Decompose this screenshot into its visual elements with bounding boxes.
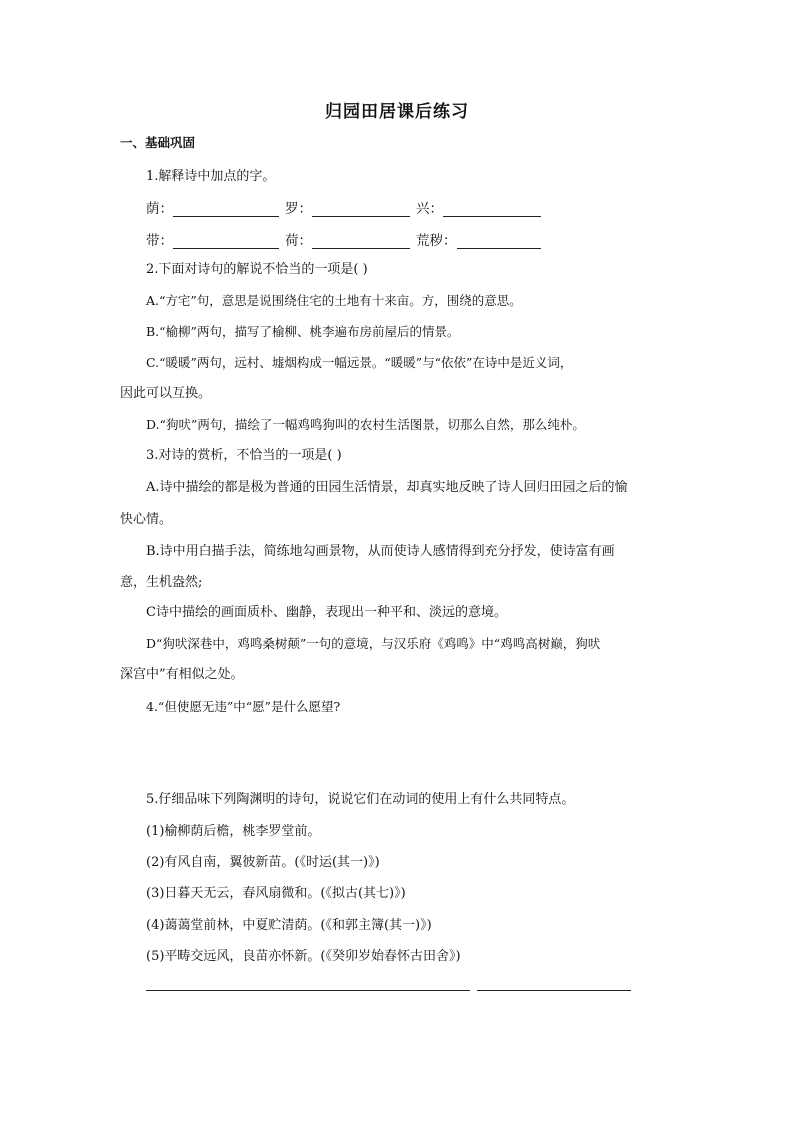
q5-item-3: (3)日暮天无云，春风扇微和。(《拟古(其七)》) [146, 886, 406, 901]
fill-label-luo: 罗： [285, 201, 312, 217]
fill-blank-yin[interactable] [173, 202, 279, 217]
q3-option-c: C诗中描绘的画面质朴、幽静，表现出一种平和、淡远的意境。 [146, 605, 507, 620]
q5-item-2: (2)有风自南，翼彼新苗。(《时运(其一)》) [146, 855, 380, 870]
question-5: 5.仔细品味下列陶渊明的诗句，说说它们在动词的使用上有什么共同特点。 [146, 792, 575, 807]
answer-line-1[interactable] [146, 990, 470, 991]
section-heading: 一、基础巩固 [120, 135, 196, 150]
q2-option-c: C.“暖暖”两句，远村、墟烟构成一幅远景。“暖暖”与“依依”在诗中是近义词， [146, 355, 573, 370]
fill-label-dai: 带： [146, 233, 173, 249]
q5-item-1: (1)榆柳荫后檐，桃李罗堂前。 [146, 824, 321, 839]
q3-option-a-cont: 快心情。 [120, 512, 173, 527]
fill-blank-he[interactable] [312, 234, 410, 249]
q3-option-d: D“狗吠深巷中，鸡鸣桑树颠”一句的意境，与汉乐府《鸡鸣》中“鸡鸣高树巅，狗吠 [146, 636, 601, 651]
fill-blank-huanghui[interactable] [457, 234, 541, 249]
fill-label-yin: 荫： [146, 201, 173, 217]
q3-option-b: B.诗中用白描手法，简练地勾画景物，从而使诗人感情得到充分抒发，使诗富有画 [146, 544, 615, 559]
fill-row-1 [146, 197, 541, 217]
page-title: 归园田居课后练习 [325, 102, 469, 122]
q5-item-4: (4)蔼蔼堂前林，中夏贮清荫。(《和郭主簿(其一)》) [146, 918, 432, 933]
fill-label-xing: 兴： [416, 201, 443, 217]
q3-option-a: A.诗中描绘的都是极为普通的田园生活情景，却真实地反映了诗人回归田园之后的愉 [146, 480, 628, 495]
question-3: 3.对诗的赏析，不恰当的一项是( ) [146, 448, 342, 463]
q2-option-d: D.“狗吠”两句，描绘了一幅鸡鸣狗叫的农村生活图景，切那么自然，那么纯朴。 [146, 417, 585, 432]
answer-line-2[interactable] [477, 990, 631, 991]
q3-option-b-cont: 意，生机盎然; [120, 575, 203, 590]
fill-blank-luo[interactable] [312, 202, 410, 217]
fill-blank-xing[interactable] [443, 202, 541, 217]
fill-label-huanghui: 荒秽： [416, 233, 457, 249]
question-2: 2.下面对诗句的解说不恰当的一项是( ) [146, 262, 368, 277]
question-4: 4.“但使愿无违”中“愿”是什么愿望? [146, 699, 341, 714]
fill-row-2 [146, 229, 541, 249]
fill-blank-dai[interactable] [173, 234, 279, 249]
question-1: 1.解释诗中加点的字。 [146, 169, 276, 184]
q3-option-d-cont: 深宫中”有相似之处。 [120, 667, 244, 682]
q2-option-b: B.“榆柳”两句，描写了榆柳、桃李遍布房前屋后的情景。 [146, 324, 460, 339]
q2-option-c-cont: 因此可以互换。 [120, 386, 212, 401]
fill-label-he: 荷： [285, 233, 312, 249]
q2-option-a: A.“方宅”句，意思是说围绕住宅的土地有十来亩。方，围绕的意思。 [146, 293, 522, 308]
q5-item-5: (5)平畴交远风，良苗亦怀新。(《癸卯岁始春怀古田舍》) [146, 949, 461, 964]
